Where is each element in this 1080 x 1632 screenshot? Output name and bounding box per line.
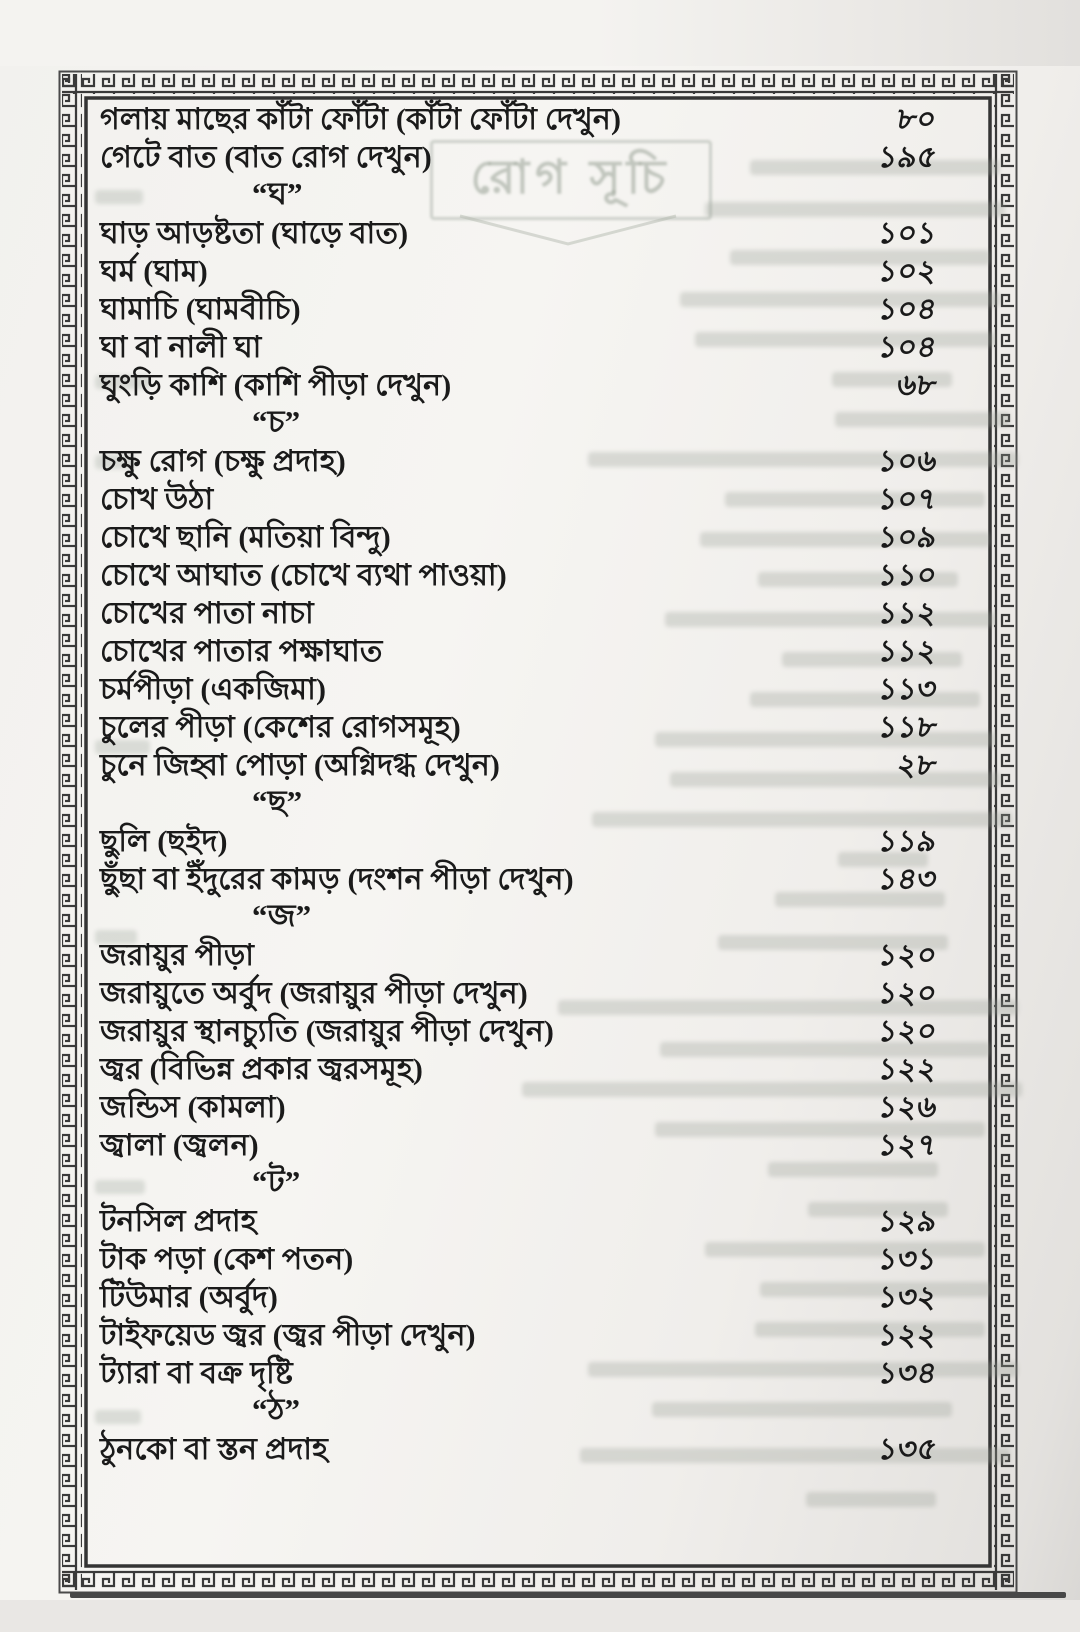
index-entry-label: চর্মপীড়া (একজিমা) [100,672,327,706]
index-entry-page-number: ১১০ [874,558,940,592]
index-entry-page-number: ১৪৩ [874,862,940,896]
index-entry-page-number: ১১৯ [874,824,940,858]
index-entry-label: ঘুংড়ি কাশি (কাশি পীড়া দেখুন) [100,368,452,402]
index-entry-label: ঘাড় আড়ষ্টতা (ঘাড়ে বাত) [100,216,409,250]
index-entry-label: জরায়ুর পীড়া [100,938,255,972]
index-entry-row [100,747,940,785]
index-entry-page-number: ১০৪ [874,292,940,326]
section-letter-heading: “ঠ” [252,1392,301,1427]
index-entry-page-number: ১২২ [874,1318,940,1352]
index-entry-page-number: ১০২ [874,254,940,288]
index-entry-page-number: ১৯৫ [874,140,940,174]
index-entry-page-number: ১০৬ [874,444,940,478]
index-entry-row [100,215,940,253]
index-entry-label: জ্বর (বিভিন্ন প্রকার জ্বরসমূহ) [100,1052,424,1086]
index-entry-page-number: ১৩৫ [874,1432,940,1466]
index-entry-page-number: ৮০ [894,102,940,136]
index-entry-page-number: ১০১ [874,216,940,250]
index-entry-label: ঘামাচি (ঘামবীচি) [100,292,301,326]
index-entry-label: চুনে জিহ্বা পোড়া (অগ্নিদগ্ধ দেখুন) [100,748,501,782]
index-entry-row [100,443,940,481]
index-entry-page-number: ১০৭ [874,482,940,516]
index-entry-page-number: ১০৪ [874,330,940,364]
index-entry-label: টনসিল প্রদাহ [100,1204,257,1238]
index-entry-label: চক্ষু রোগ (চক্ষু প্রদাহ) [100,444,346,478]
disease-index-list [100,101,940,1469]
index-entry-page-number: ১২২ [874,1052,940,1086]
index-entry-page-number: ১২৯ [874,1204,940,1238]
section-letter-heading: “ট” [252,1164,301,1199]
index-entry-label: গলায় মাছের কাঁটা ফোঁটা (কাঁটা ফোঁটা দেখুন) [100,102,622,136]
section-letter-heading: “ছ” [252,784,303,819]
index-entry-label: ছুলি (ছইদ) [100,824,228,858]
index-entry-label: চোখ উঠা [100,482,214,516]
index-entry-label: টাক পড়া (কেশ পতন) [100,1242,354,1276]
index-entry-label: ট্যারা বা বক্র দৃষ্টি [100,1356,293,1390]
index-entry-row [100,1355,940,1393]
index-entry-label: ঠুনকো বা স্তন প্রদাহ [100,1432,329,1466]
index-entry-page-number: ১১২ [874,634,940,668]
index-entry-page-number: ১৩১ [874,1242,940,1276]
index-entry-label: ছুঁছা বা ইঁদুরের কামড় (দংশন পীড়া দেখুন) [100,862,574,896]
index-entry-page-number: ১২৭ [874,1128,940,1162]
index-entry-page-number: ১৩২ [874,1280,940,1314]
index-entry-label: জরায়ুতে অর্বুদ (জরায়ুর পীড়া দেখুন) [100,976,528,1010]
index-entry-label: চোখে আঘাত (চোখে ব্যথা পাওয়া) [100,558,507,592]
index-entry-label: জন্ডিস (কামলা) [100,1090,286,1124]
index-entry-label: ঘর্ম (ঘাম) [100,254,208,288]
index-entry-label: চোখের পাতার পক্ষাঘাত [100,634,383,668]
index-entry-page-number: ১২০ [874,938,940,972]
index-entry-row [100,1431,940,1469]
index-entry-label: চোখে ছানি (মতিয়া বিন্দু) [100,520,391,554]
section-letter-heading: “ঘ” [252,176,303,211]
index-entry-label: টিউমার (অর্বুদ) [100,1280,279,1314]
index-entry-row [100,861,940,899]
index-entry-label: গেটে বাত (বাত রোগ দেখুন) [100,140,433,174]
section-letter-heading: “চ” [252,404,301,439]
index-entry-page-number: ১২০ [874,976,940,1010]
bleed-through-smudge [806,1492,936,1507]
index-entry-label: চুলের পীড়া (কেশের রোগসমূহ) [100,710,461,744]
index-entry-label: চোখের পাতা নাচা [100,596,314,630]
index-entry-page-number: ১২০ [874,1014,940,1048]
index-entry-page-number: ১১৮ [874,710,940,744]
index-entry-row [100,367,940,405]
index-entry-page-number: ১১৩ [874,672,940,706]
section-letter-heading: “জ” [252,898,312,933]
index-entry-label: জরায়ুর স্থানচ্যুতি (জরায়ুর পীড়া দেখুন) [100,1014,555,1048]
index-entry-page-number: ৬৮ [894,368,940,402]
index-entry-label: ঘা বা নালী ঘা [100,330,262,364]
index-entry-page-number: ১১২ [874,596,940,630]
index-entry-label: টাইফয়েড জ্বর (জ্বর পীড়া দেখুন) [100,1318,476,1352]
index-entry-page-number: ১০৯ [874,520,940,554]
ghost-title-text: রোগ সূচি [470,152,672,204]
index-entry-row [100,1127,940,1165]
index-entry-page-number: ১৩৪ [874,1356,940,1390]
index-entry-label: জ্বালা (জ্বলন) [100,1128,259,1162]
index-entry-page-number: ২৮ [894,748,940,782]
index-entry-page-number: ১২৬ [874,1090,940,1124]
